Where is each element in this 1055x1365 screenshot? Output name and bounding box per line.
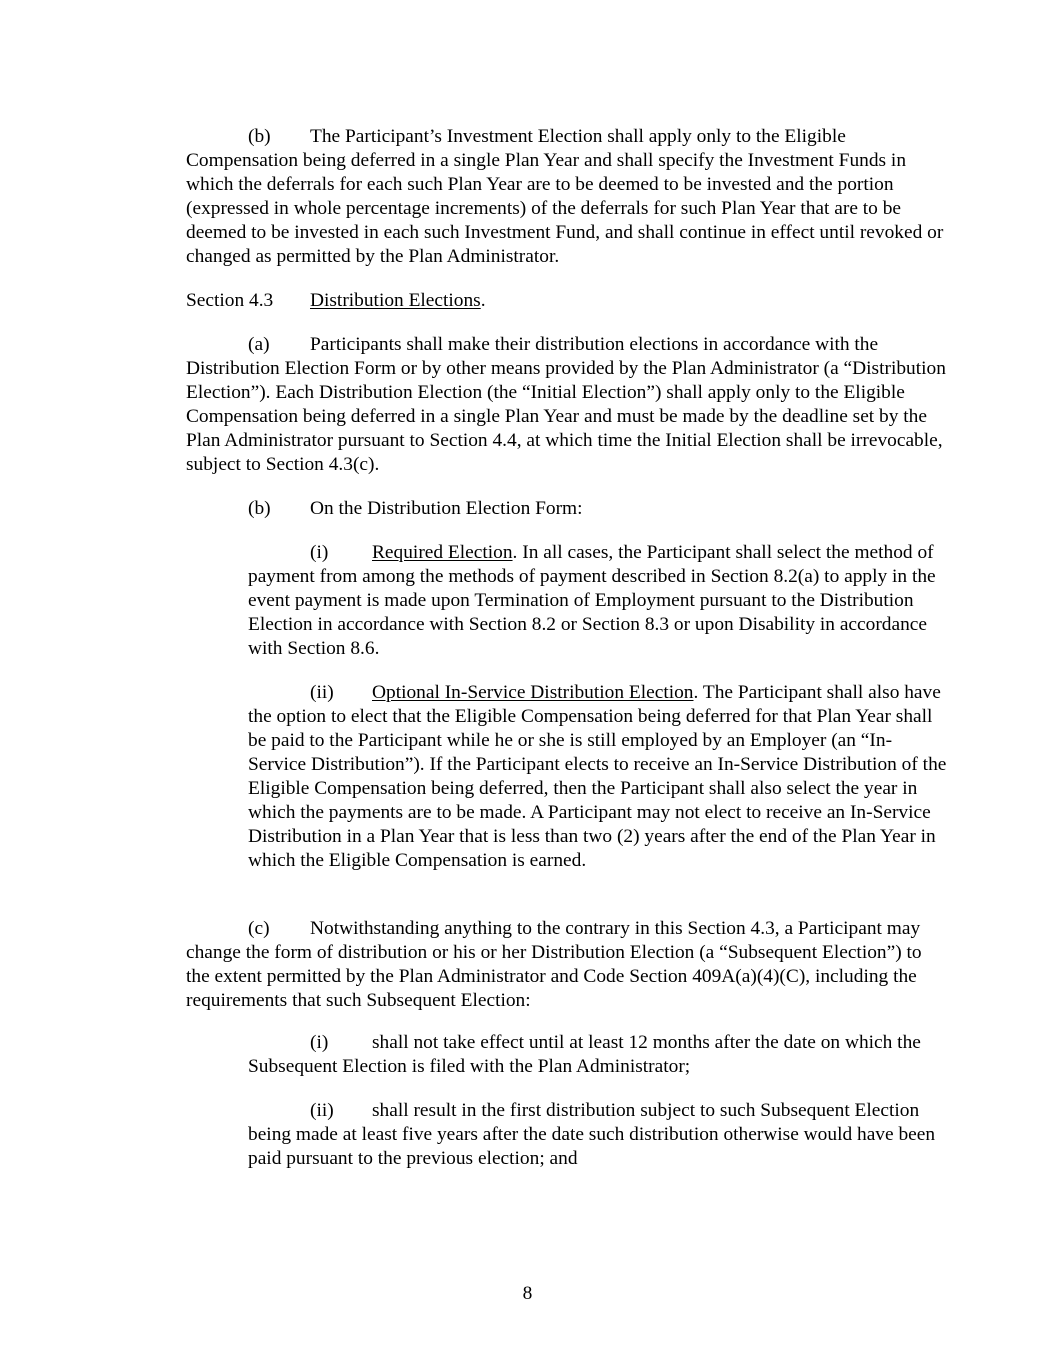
paragraph-label: (a) [248, 334, 270, 355]
section-number: Section 4.3 [186, 290, 274, 311]
paragraph-label: (b) [248, 126, 271, 147]
paragraph-text: shall not take effect until at least 12 months after the date on which the Subsequent Election is filed with the Plan Administrator; [248, 1032, 921, 1077]
paragraph-label: (ii) [310, 1100, 334, 1121]
section-heading [186, 289, 946, 313]
paragraph-text: . In all cases, the Participant shall select the method of payment from among the methods of payment described in Section 8.2(a) to apply in the event payment is made upon Termination of Employment pursuant to the Distribution Election in accordance with Section 8.2 or Section 8.3 or upon Disability in accordance with Section 8.6. [248, 542, 936, 659]
paragraph-subsequent-ii [248, 1099, 948, 1171]
page-number: 8 [522, 1283, 533, 1304]
paragraph-text: Participants shall make their distribution elections in accordance with the Distribution Election Form or by other means provided by the Plan Administrator (a “Distribution Election”). Each Distribution Election (the “Initial Election”) shall apply only to the Eligible Compensation being deferred in a single Plan Year and must be made by the deadline set by the Plan Administrator pursuant to Section 4.4, at which time the Initial Election shall be irrevocable, subject to Section 4.3(c). [186, 334, 946, 475]
paragraph-distribution-a [186, 333, 946, 477]
paragraph-label: (c) [248, 918, 270, 939]
paragraph-title: Optional In-Service Distribution Election [372, 682, 694, 703]
paragraph-label: (i) [310, 1032, 329, 1053]
paragraph-label: (i) [310, 542, 329, 563]
paragraph-subsequent-i [248, 1031, 948, 1079]
paragraph-title: Required Election [372, 542, 513, 563]
paragraph-label: (b) [248, 498, 271, 519]
paragraph-text: Notwithstanding anything to the contrary in this Section 4.3, a Participant may change the form of distribution or his or her Distribution Election (a “Subsequent Election”) to the extent permitted by the Plan Administrator and Code Section 409A(a)(4)(C), including the requirements that such Subsequent Election: [186, 918, 922, 1011]
paragraph-distribution-b [186, 497, 946, 521]
paragraph-investment-election-b [186, 125, 946, 269]
paragraph-text: On the Distribution Election Form: [310, 498, 583, 519]
section-title-end: . [480, 290, 486, 311]
paragraph-text: The Participant’s Investment Election shall apply only to the Eligible Compensation being deferred in a single Plan Year and shall specify the Investment Funds in which the deferrals for each such Plan Year are to be deemed to be invested and the portion (expressed in whole percentage increments) of the deferrals for such Plan Year that are to be deemed to be invested in each such Investment Fund, and shall continue in effect until revoked or changed as permitted by the Plan Administrator. [186, 126, 944, 267]
paragraph-label: (ii) [310, 682, 334, 703]
paragraph-required-election [248, 541, 948, 661]
section-title: Distribution Elections [310, 290, 481, 311]
paragraph-text: . The Participant shall also have the option to elect that the Eligible Compensation being deferred for that Plan Year shall be paid to the Participant while he or she is still employed by an Employer (an “In-Service Distribution”). If the Participant elects to receive an In-Service Distribution of the Eligible Compensation being deferred, then the Participant shall also select the year in which the payments are to be made. A Participant may not elect to receive an In-Service Distribution in a Plan Year that is less than two (2) years after the end of the Plan Year in which the Eligible Compensation is earned. [248, 682, 947, 871]
paragraph-in-service-election [248, 681, 948, 873]
paragraph-text: shall result in the first distribution subject to such Subsequent Election being made at least five years after the date such distribution otherwise would have been paid pursuant to the previous election; and [248, 1100, 936, 1169]
paragraph-subsequent-election-c [186, 917, 946, 1013]
